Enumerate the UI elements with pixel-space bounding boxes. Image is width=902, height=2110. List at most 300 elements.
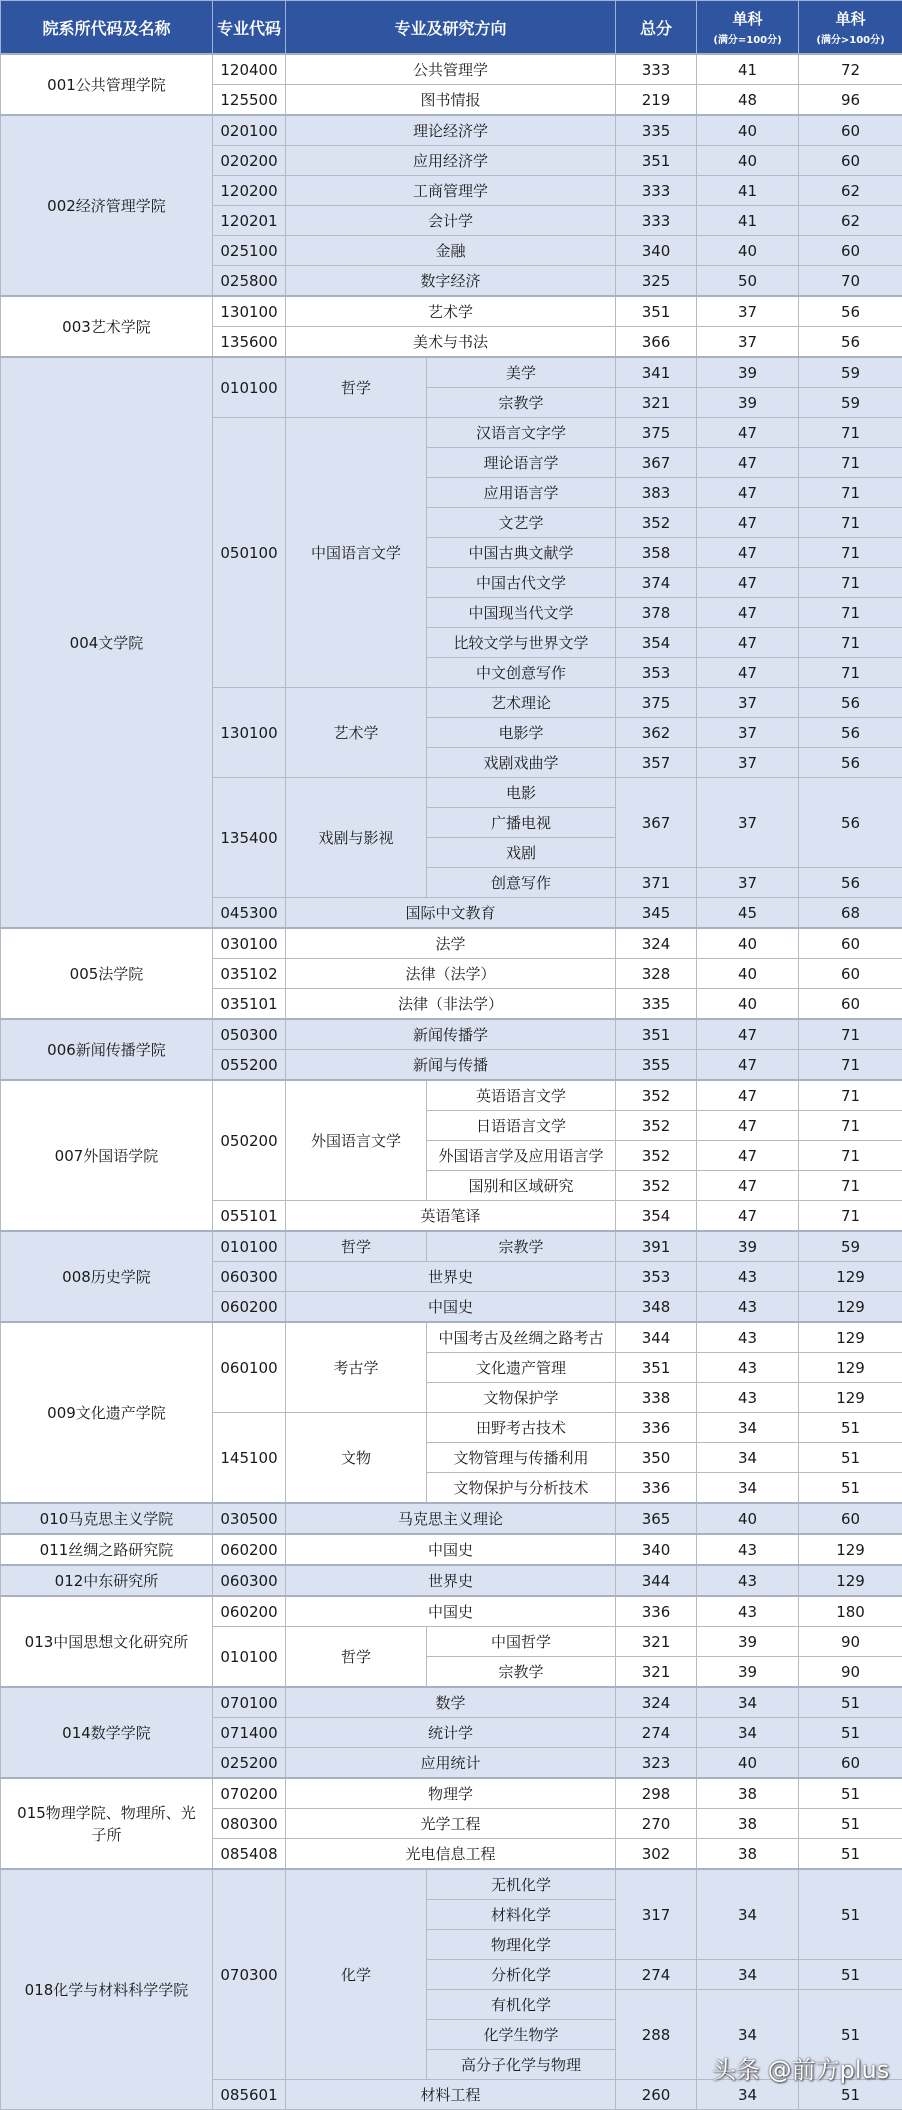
total-score-cell: 336 bbox=[616, 1596, 697, 1627]
single-subject-100-cell: 47 bbox=[697, 1050, 799, 1081]
major-name-cell: 哲学 bbox=[286, 357, 427, 418]
single-subject-over-100-cell: 51 bbox=[799, 1778, 902, 1809]
single-subject-100-cell: 38 bbox=[697, 1839, 799, 1870]
col-header-total: 总分 bbox=[616, 1, 697, 55]
single-subject-over-100-cell: 60 bbox=[799, 1503, 902, 1534]
major-name-cell: 世界史 bbox=[286, 1262, 616, 1292]
table-row bbox=[1, 115, 902, 146]
major-name-cell: 哲学 bbox=[286, 1627, 427, 1688]
major-code-cell: 060100 bbox=[213, 1322, 286, 1413]
single-subject-100-cell: 34 bbox=[697, 1990, 799, 2080]
single-subject-100-cell: 43 bbox=[697, 1322, 799, 1353]
major-name-cell: 数字经济 bbox=[286, 266, 616, 297]
total-score-cell: 302 bbox=[616, 1839, 697, 1870]
research-direction-cell: 广播电视 bbox=[427, 808, 616, 838]
total-score-cell: 362 bbox=[616, 718, 697, 748]
major-name-cell: 统计学 bbox=[286, 1718, 616, 1748]
single-subject-100-cell: 37 bbox=[697, 778, 799, 868]
major-code-cell: 070100 bbox=[213, 1687, 286, 1718]
col-header-single-100-main: 单科 bbox=[697, 8, 798, 29]
department-cell: 009文化遗产学院 bbox=[1, 1322, 213, 1503]
single-subject-over-100-cell: 129 bbox=[799, 1322, 902, 1353]
single-subject-over-100-cell: 56 bbox=[799, 868, 902, 898]
major-code-cell: 145100 bbox=[213, 1413, 286, 1504]
single-subject-100-cell: 47 bbox=[697, 508, 799, 538]
single-subject-over-100-cell: 51 bbox=[799, 1413, 902, 1443]
col-header-single-over-100-sub: (满分>100分) bbox=[799, 31, 902, 46]
total-score-cell: 371 bbox=[616, 868, 697, 898]
single-subject-100-cell: 43 bbox=[697, 1534, 799, 1565]
single-subject-100-cell: 47 bbox=[697, 568, 799, 598]
research-direction-cell: 文物保护学 bbox=[427, 1383, 616, 1413]
single-subject-over-100-cell: 56 bbox=[799, 688, 902, 718]
single-subject-over-100-cell: 51 bbox=[799, 1869, 902, 1960]
single-subject-over-100-cell: 62 bbox=[799, 206, 902, 236]
total-score-cell: 351 bbox=[616, 1019, 697, 1050]
major-code-cell: 020200 bbox=[213, 146, 286, 176]
major-name-cell: 应用经济学 bbox=[286, 146, 616, 176]
single-subject-100-cell: 40 bbox=[697, 1748, 799, 1779]
single-subject-over-100-cell: 129 bbox=[799, 1292, 902, 1323]
single-subject-100-cell: 47 bbox=[697, 478, 799, 508]
research-direction-cell: 中国考古及丝绸之路考古 bbox=[427, 1322, 616, 1353]
research-direction-cell: 物理化学 bbox=[427, 1930, 616, 1960]
major-code-cell: 035102 bbox=[213, 959, 286, 989]
table-row bbox=[1, 1503, 902, 1534]
single-subject-100-cell: 34 bbox=[697, 1413, 799, 1443]
single-subject-over-100-cell: 59 bbox=[799, 357, 902, 388]
table-row bbox=[1, 1322, 902, 1353]
single-subject-over-100-cell: 71 bbox=[799, 538, 902, 568]
total-score-cell: 323 bbox=[616, 1748, 697, 1779]
major-code-cell: 130100 bbox=[213, 688, 286, 778]
single-subject-100-cell: 43 bbox=[697, 1292, 799, 1323]
single-subject-100-cell: 39 bbox=[697, 1231, 799, 1262]
single-subject-over-100-cell: 71 bbox=[799, 568, 902, 598]
total-score-cell: 383 bbox=[616, 478, 697, 508]
single-subject-over-100-cell: 59 bbox=[799, 388, 902, 418]
major-name-cell: 会计学 bbox=[286, 206, 616, 236]
major-name-cell: 图书情报 bbox=[286, 85, 616, 116]
research-direction-cell: 化学生物学 bbox=[427, 2020, 616, 2050]
table-row bbox=[1, 296, 902, 327]
single-subject-100-cell: 34 bbox=[697, 1473, 799, 1504]
single-subject-over-100-cell: 51 bbox=[799, 1443, 902, 1473]
table-row bbox=[1, 54, 902, 85]
single-subject-100-cell: 37 bbox=[697, 718, 799, 748]
single-subject-100-cell: 43 bbox=[697, 1383, 799, 1413]
total-score-cell: 274 bbox=[616, 1960, 697, 1990]
single-subject-100-cell: 40 bbox=[697, 959, 799, 989]
major-name-cell: 法律（法学） bbox=[286, 959, 616, 989]
single-subject-100-cell: 47 bbox=[697, 658, 799, 688]
table-row bbox=[1, 357, 902, 388]
department-cell: 015物理学院、物理所、光子所 bbox=[1, 1778, 213, 1869]
single-subject-over-100-cell: 51 bbox=[799, 2080, 902, 2110]
table-row bbox=[1, 1687, 902, 1718]
research-direction-cell: 文化遗产管理 bbox=[427, 1353, 616, 1383]
single-subject-over-100-cell: 71 bbox=[799, 1050, 902, 1081]
single-subject-100-cell: 47 bbox=[697, 598, 799, 628]
single-subject-over-100-cell: 71 bbox=[799, 1171, 902, 1201]
single-subject-100-cell: 37 bbox=[697, 327, 799, 358]
major-code-cell: 070200 bbox=[213, 1778, 286, 1809]
department-cell: 008历史学院 bbox=[1, 1231, 213, 1322]
watermark: 头条 @前方plus bbox=[712, 2050, 889, 2085]
single-subject-100-cell: 37 bbox=[697, 296, 799, 327]
major-name-cell: 法律（非法学） bbox=[286, 989, 616, 1020]
research-direction-cell: 中文创意写作 bbox=[427, 658, 616, 688]
single-subject-over-100-cell: 51 bbox=[799, 1473, 902, 1504]
major-name-cell: 戏剧与影视 bbox=[286, 778, 427, 898]
single-subject-over-100-cell: 51 bbox=[799, 1839, 902, 1870]
research-direction-cell: 分析化学 bbox=[427, 1960, 616, 1990]
total-score-cell: 336 bbox=[616, 1473, 697, 1504]
col-header-single-over-100 bbox=[799, 1, 902, 55]
department-cell: 011丝绸之路研究院 bbox=[1, 1534, 213, 1565]
single-subject-over-100-cell: 56 bbox=[799, 327, 902, 358]
single-subject-over-100-cell: 68 bbox=[799, 898, 902, 929]
research-direction-cell: 日语语言文学 bbox=[427, 1111, 616, 1141]
major-code-cell: 025100 bbox=[213, 236, 286, 266]
single-subject-100-cell: 40 bbox=[697, 1503, 799, 1534]
major-code-cell: 071400 bbox=[213, 1718, 286, 1748]
single-subject-100-cell: 47 bbox=[697, 628, 799, 658]
single-subject-over-100-cell: 71 bbox=[799, 658, 902, 688]
single-subject-100-cell: 40 bbox=[697, 146, 799, 176]
major-code-cell: 045300 bbox=[213, 898, 286, 929]
single-subject-over-100-cell: 180 bbox=[799, 1596, 902, 1627]
table-header bbox=[1, 1, 902, 55]
col-header-single-100-sub: (满分=100分) bbox=[697, 31, 798, 46]
research-direction-cell: 宗教学 bbox=[427, 1657, 616, 1688]
research-direction-cell: 中国现当代文学 bbox=[427, 598, 616, 628]
total-score-cell: 325 bbox=[616, 266, 697, 297]
total-score-cell: 288 bbox=[616, 1990, 697, 2080]
total-score-cell: 321 bbox=[616, 1657, 697, 1688]
total-score-cell: 333 bbox=[616, 176, 697, 206]
total-score-cell: 340 bbox=[616, 236, 697, 266]
total-score-cell: 375 bbox=[616, 418, 697, 448]
research-direction-cell: 美学 bbox=[427, 357, 616, 388]
total-score-cell: 335 bbox=[616, 989, 697, 1020]
single-subject-over-100-cell: 129 bbox=[799, 1383, 902, 1413]
total-score-cell: 321 bbox=[616, 1627, 697, 1657]
total-score-cell: 374 bbox=[616, 568, 697, 598]
major-code-cell: 055200 bbox=[213, 1050, 286, 1081]
single-subject-over-100-cell: 56 bbox=[799, 748, 902, 778]
col-header-dept: 院系所代码及名称 bbox=[1, 1, 213, 55]
single-subject-100-cell: 47 bbox=[697, 1080, 799, 1111]
total-score-cell: 352 bbox=[616, 1171, 697, 1201]
major-name-cell: 光学工程 bbox=[286, 1809, 616, 1839]
major-name-cell: 哲学 bbox=[286, 1231, 427, 1262]
department-cell: 012中东研究所 bbox=[1, 1565, 213, 1596]
major-name-cell: 外国语言文学 bbox=[286, 1080, 427, 1201]
single-subject-over-100-cell: 56 bbox=[799, 778, 902, 868]
major-code-cell: 130100 bbox=[213, 296, 286, 327]
total-score-cell: 333 bbox=[616, 54, 697, 85]
table-row bbox=[1, 1231, 902, 1262]
major-code-cell: 020100 bbox=[213, 115, 286, 146]
major-code-cell: 010100 bbox=[213, 1627, 286, 1688]
single-subject-over-100-cell: 56 bbox=[799, 718, 902, 748]
major-code-cell: 050300 bbox=[213, 1019, 286, 1050]
major-name-cell: 世界史 bbox=[286, 1565, 616, 1596]
major-code-cell: 135600 bbox=[213, 327, 286, 358]
total-score-cell: 353 bbox=[616, 1262, 697, 1292]
research-direction-cell: 文艺学 bbox=[427, 508, 616, 538]
major-name-cell: 公共管理学 bbox=[286, 54, 616, 85]
single-subject-100-cell: 37 bbox=[697, 748, 799, 778]
single-subject-over-100-cell: 60 bbox=[799, 146, 902, 176]
major-code-cell: 060200 bbox=[213, 1596, 286, 1627]
total-score-cell: 324 bbox=[616, 1687, 697, 1718]
single-subject-over-100-cell: 72 bbox=[799, 54, 902, 85]
single-subject-100-cell: 34 bbox=[697, 2080, 799, 2110]
major-name-cell: 材料工程 bbox=[286, 2080, 616, 2110]
research-direction-cell: 戏剧戏曲学 bbox=[427, 748, 616, 778]
major-name-cell: 艺术学 bbox=[286, 296, 616, 327]
research-direction-cell: 中国哲学 bbox=[427, 1627, 616, 1657]
major-name-cell: 马克思主义理论 bbox=[286, 1503, 616, 1534]
research-direction-cell: 文物保护与分析技术 bbox=[427, 1473, 616, 1504]
single-subject-over-100-cell: 56 bbox=[799, 296, 902, 327]
single-subject-100-cell: 47 bbox=[697, 1141, 799, 1171]
department-cell: 007外国语学院 bbox=[1, 1080, 213, 1231]
research-direction-cell: 电影学 bbox=[427, 718, 616, 748]
research-direction-cell: 理论语言学 bbox=[427, 448, 616, 478]
research-direction-cell: 材料化学 bbox=[427, 1900, 616, 1930]
col-header-single-over-100-main: 单科 bbox=[799, 8, 902, 29]
col-header-major: 专业及研究方向 bbox=[286, 1, 616, 55]
single-subject-over-100-cell: 129 bbox=[799, 1262, 902, 1292]
major-name-cell: 法学 bbox=[286, 928, 616, 959]
single-subject-100-cell: 50 bbox=[697, 266, 799, 297]
major-code-cell: 035101 bbox=[213, 989, 286, 1020]
total-score-cell: 365 bbox=[616, 1503, 697, 1534]
major-name-cell: 中国语言文学 bbox=[286, 418, 427, 688]
major-name-cell: 国际中文教育 bbox=[286, 898, 616, 929]
single-subject-100-cell: 47 bbox=[697, 538, 799, 568]
major-code-cell: 010100 bbox=[213, 1231, 286, 1262]
single-subject-over-100-cell: 60 bbox=[799, 928, 902, 959]
total-score-cell: 333 bbox=[616, 206, 697, 236]
research-direction-cell: 有机化学 bbox=[427, 1990, 616, 2020]
total-score-cell: 367 bbox=[616, 448, 697, 478]
department-cell: 018化学与材料科学学院 bbox=[1, 1869, 213, 2110]
major-code-cell: 120200 bbox=[213, 176, 286, 206]
major-name-cell: 英语笔译 bbox=[286, 1201, 616, 1232]
table-row bbox=[1, 1080, 902, 1111]
single-subject-over-100-cell: 129 bbox=[799, 1353, 902, 1383]
department-cell: 006新闻传播学院 bbox=[1, 1019, 213, 1080]
major-name-cell: 美术与书法 bbox=[286, 327, 616, 358]
single-subject-over-100-cell: 71 bbox=[799, 418, 902, 448]
research-direction-cell: 艺术理论 bbox=[427, 688, 616, 718]
department-cell: 002经济管理学院 bbox=[1, 115, 213, 296]
total-score-cell: 354 bbox=[616, 628, 697, 658]
total-score-cell: 357 bbox=[616, 748, 697, 778]
total-score-cell: 335 bbox=[616, 115, 697, 146]
research-direction-cell: 创意写作 bbox=[427, 868, 616, 898]
major-name-cell: 应用统计 bbox=[286, 1748, 616, 1779]
total-score-cell: 317 bbox=[616, 1869, 697, 1960]
total-score-cell: 352 bbox=[616, 1080, 697, 1111]
department-cell: 003艺术学院 bbox=[1, 296, 213, 357]
table-row bbox=[1, 1019, 902, 1050]
total-score-cell: 260 bbox=[616, 2080, 697, 2110]
major-name-cell: 数学 bbox=[286, 1687, 616, 1718]
major-code-cell: 080300 bbox=[213, 1809, 286, 1839]
single-subject-100-cell: 40 bbox=[697, 115, 799, 146]
major-name-cell: 新闻传播学 bbox=[286, 1019, 616, 1050]
major-code-cell: 060200 bbox=[213, 1292, 286, 1323]
single-subject-over-100-cell: 51 bbox=[799, 1687, 902, 1718]
single-subject-100-cell: 39 bbox=[697, 357, 799, 388]
single-subject-over-100-cell: 71 bbox=[799, 628, 902, 658]
department-cell: 005法学院 bbox=[1, 928, 213, 1019]
research-direction-cell: 比较文学与世界文学 bbox=[427, 628, 616, 658]
research-direction-cell: 英语语言文学 bbox=[427, 1080, 616, 1111]
major-name-cell: 光电信息工程 bbox=[286, 1839, 616, 1870]
single-subject-100-cell: 39 bbox=[697, 388, 799, 418]
table-row bbox=[1, 1596, 902, 1627]
research-direction-cell: 电影 bbox=[427, 778, 616, 808]
total-score-cell: 375 bbox=[616, 688, 697, 718]
department-cell: 013中国思想文化研究所 bbox=[1, 1596, 213, 1687]
table-body bbox=[1, 54, 902, 2110]
major-name-cell: 新闻与传播 bbox=[286, 1050, 616, 1081]
total-score-cell: 351 bbox=[616, 1353, 697, 1383]
single-subject-100-cell: 34 bbox=[697, 1718, 799, 1748]
total-score-cell: 391 bbox=[616, 1231, 697, 1262]
single-subject-100-cell: 41 bbox=[697, 54, 799, 85]
single-subject-100-cell: 40 bbox=[697, 236, 799, 266]
department-cell: 001公共管理学院 bbox=[1, 54, 213, 115]
research-direction-cell: 戏剧 bbox=[427, 838, 616, 868]
single-subject-100-cell: 47 bbox=[697, 1201, 799, 1232]
single-subject-100-cell: 43 bbox=[697, 1353, 799, 1383]
single-subject-over-100-cell: 71 bbox=[799, 1201, 902, 1232]
major-name-cell: 物理学 bbox=[286, 1778, 616, 1809]
single-subject-100-cell: 45 bbox=[697, 898, 799, 929]
research-direction-cell: 高分子化学与物理 bbox=[427, 2050, 616, 2080]
single-subject-100-cell: 41 bbox=[697, 176, 799, 206]
total-score-cell: 351 bbox=[616, 146, 697, 176]
major-name-cell: 工商管理学 bbox=[286, 176, 616, 206]
major-code-cell: 010100 bbox=[213, 357, 286, 418]
single-subject-over-100-cell: 70 bbox=[799, 266, 902, 297]
total-score-cell: 366 bbox=[616, 327, 697, 358]
major-name-cell: 理论经济学 bbox=[286, 115, 616, 146]
single-subject-over-100-cell: 90 bbox=[799, 1657, 902, 1688]
total-score-cell: 352 bbox=[616, 508, 697, 538]
single-subject-over-100-cell: 60 bbox=[799, 989, 902, 1020]
table-row bbox=[1, 1565, 902, 1596]
col-header-code: 专业代码 bbox=[213, 1, 286, 55]
major-name-cell: 化学 bbox=[286, 1869, 427, 2080]
major-code-cell: 060300 bbox=[213, 1565, 286, 1596]
single-subject-100-cell: 47 bbox=[697, 418, 799, 448]
single-subject-100-cell: 34 bbox=[697, 1687, 799, 1718]
single-subject-over-100-cell: 60 bbox=[799, 115, 902, 146]
single-subject-100-cell: 37 bbox=[697, 688, 799, 718]
total-score-cell: 270 bbox=[616, 1809, 697, 1839]
research-direction-cell: 宗教学 bbox=[427, 388, 616, 418]
single-subject-100-cell: 41 bbox=[697, 206, 799, 236]
total-score-cell: 358 bbox=[616, 538, 697, 568]
major-code-cell: 085408 bbox=[213, 1839, 286, 1870]
total-score-cell: 340 bbox=[616, 1534, 697, 1565]
department-cell: 010马克思主义学院 bbox=[1, 1503, 213, 1534]
single-subject-over-100-cell: 71 bbox=[799, 1080, 902, 1111]
single-subject-100-cell: 48 bbox=[697, 85, 799, 116]
table-row bbox=[1, 928, 902, 959]
total-score-cell: 351 bbox=[616, 296, 697, 327]
single-subject-over-100-cell: 71 bbox=[799, 508, 902, 538]
single-subject-over-100-cell: 60 bbox=[799, 236, 902, 266]
single-subject-100-cell: 34 bbox=[697, 1443, 799, 1473]
table-row bbox=[1, 1778, 902, 1809]
single-subject-100-cell: 39 bbox=[697, 1657, 799, 1688]
single-subject-100-cell: 43 bbox=[697, 1262, 799, 1292]
total-score-cell: 341 bbox=[616, 357, 697, 388]
department-cell: 004文学院 bbox=[1, 357, 213, 928]
single-subject-over-100-cell: 51 bbox=[799, 1960, 902, 1990]
single-subject-100-cell: 38 bbox=[697, 1778, 799, 1809]
major-code-cell: 125500 bbox=[213, 85, 286, 116]
total-score-cell: 324 bbox=[616, 928, 697, 959]
major-name-cell: 艺术学 bbox=[286, 688, 427, 778]
major-code-cell: 030100 bbox=[213, 928, 286, 959]
single-subject-over-100-cell: 60 bbox=[799, 1748, 902, 1779]
total-score-cell: 336 bbox=[616, 1413, 697, 1443]
single-subject-over-100-cell: 71 bbox=[799, 448, 902, 478]
single-subject-over-100-cell: 60 bbox=[799, 959, 902, 989]
research-direction-cell: 文物管理与传播利用 bbox=[427, 1443, 616, 1473]
major-code-cell: 085601 bbox=[213, 2080, 286, 2110]
single-subject-100-cell: 47 bbox=[697, 1111, 799, 1141]
major-code-cell: 025200 bbox=[213, 1748, 286, 1779]
major-name-cell: 考古学 bbox=[286, 1322, 427, 1413]
major-code-cell: 120400 bbox=[213, 54, 286, 85]
single-subject-over-100-cell: 62 bbox=[799, 176, 902, 206]
total-score-cell: 345 bbox=[616, 898, 697, 929]
total-score-cell: 298 bbox=[616, 1778, 697, 1809]
major-code-cell: 055101 bbox=[213, 1201, 286, 1232]
single-subject-over-100-cell: 71 bbox=[799, 598, 902, 628]
table-row bbox=[1, 1534, 902, 1565]
total-score-cell: 352 bbox=[616, 1141, 697, 1171]
total-score-cell: 378 bbox=[616, 598, 697, 628]
total-score-cell: 321 bbox=[616, 388, 697, 418]
single-subject-100-cell: 47 bbox=[697, 448, 799, 478]
total-score-cell: 354 bbox=[616, 1201, 697, 1232]
major-code-cell: 120201 bbox=[213, 206, 286, 236]
major-name-cell: 金融 bbox=[286, 236, 616, 266]
total-score-cell: 274 bbox=[616, 1718, 697, 1748]
major-name-cell: 中国史 bbox=[286, 1534, 616, 1565]
single-subject-100-cell: 34 bbox=[697, 1960, 799, 1990]
total-score-cell: 328 bbox=[616, 959, 697, 989]
research-direction-cell: 中国古代文学 bbox=[427, 568, 616, 598]
total-score-cell: 352 bbox=[616, 1111, 697, 1141]
total-score-cell: 344 bbox=[616, 1322, 697, 1353]
major-code-cell: 050200 bbox=[213, 1080, 286, 1201]
major-code-cell: 060200 bbox=[213, 1534, 286, 1565]
major-name-cell: 中国史 bbox=[286, 1292, 616, 1323]
